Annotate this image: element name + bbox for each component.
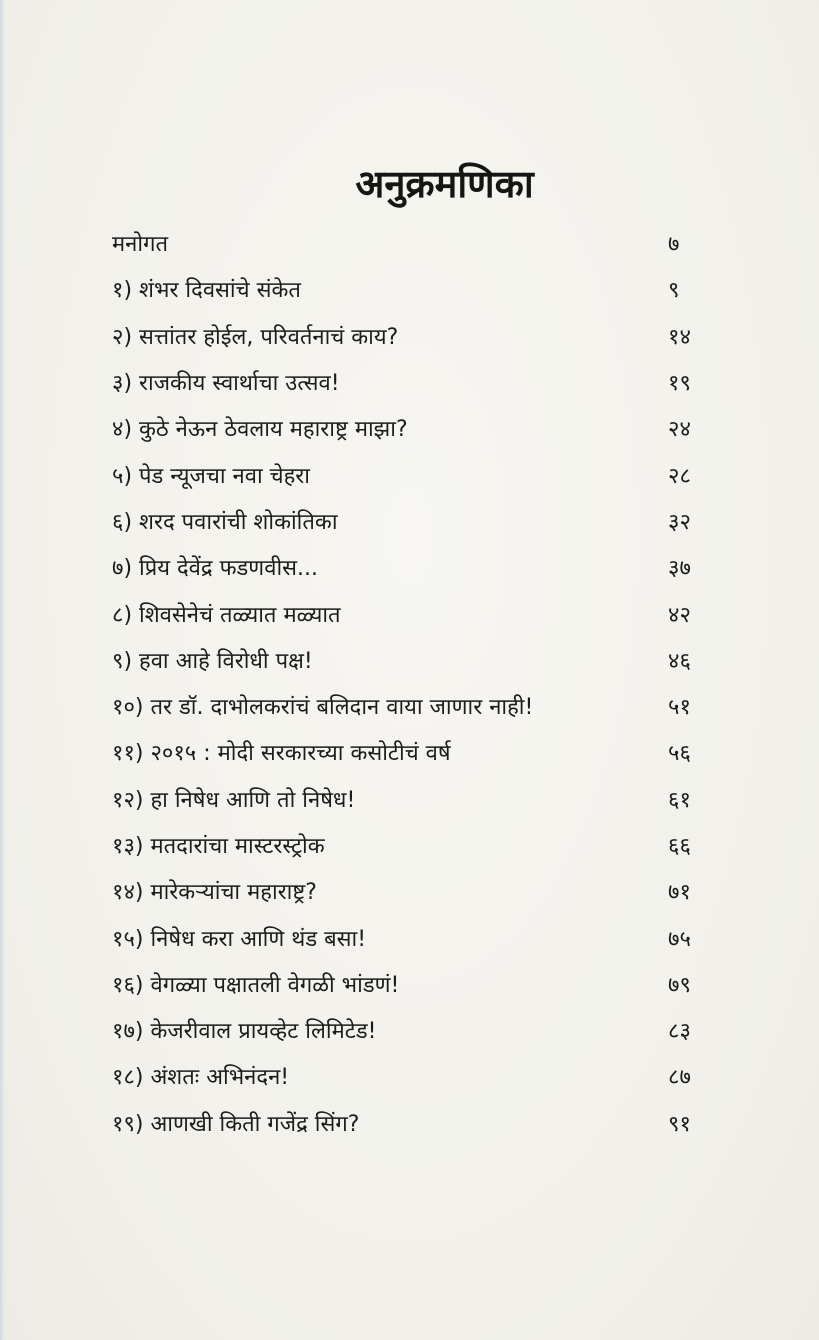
toc-entry-title: १३) मतदारांचा मास्टरस्ट्रोक [112,834,325,859]
toc-entry-title: ८) शिवसेनेचं तळ्यात मळ्यात [112,602,341,628]
toc-entry-page-number: ६१ [668,787,691,813]
table-of-contents [112,222,724,1148]
page-title: अनुक्रमणिका [355,162,534,207]
toc-entry [112,361,724,407]
toc-entry-page-number: ३२ [668,509,691,535]
toc-entry-page-number: ८७ [668,1065,691,1091]
toc-entry [112,1055,724,1101]
toc-entry [112,592,724,638]
toc-entry [112,731,724,777]
toc-entry-page-number: १४ [668,324,691,350]
toc-entry-title: १६) वेगळ्या पक्षातली वेगळी भांडणं! [112,972,400,998]
toc-entry [112,870,724,916]
toc-entry [112,916,724,962]
toc-entry [112,778,724,824]
toc-entry-title: २) सत्तांतर होईल, परिवर्तनाचं काय? [112,324,399,350]
toc-entry-title: १२) हा निषेध आणि तो निषेध! [112,787,356,813]
toc-entry-title: ३) राजकीय स्वार्थाचा उत्सव! [112,371,340,397]
toc-entry [112,407,724,453]
toc-entry-page-number: १९ [668,371,691,397]
toc-entry-title: ४) कुठे नेऊन ठेवलाय महाराष्ट्र माझा? [112,417,408,443]
toc-entry-title: मनोगत [112,232,168,258]
toc-entry-title: १९) आणखी किती गजेंद्र सिंग? [112,1111,360,1137]
toc-entry [112,500,724,546]
toc-entry-page-number: २४ [668,417,691,443]
toc-entry-page-number: ७५ [668,926,691,952]
toc-entry-title: १५) निषेध करा आणि थंड बसा! [112,926,367,952]
toc-entry [112,685,724,731]
toc-entry-title: १) शंभर दिवसांचे संकेत [112,278,301,304]
toc-entry-page-number: ६६ [668,834,691,859]
toc-entry-title: ७) प्रिय देवेंद्र फडणवीस... [112,556,318,582]
toc-entry [112,453,724,499]
toc-entry-page-number: ४६ [668,648,691,674]
toc-entry-page-number: ७९ [668,972,691,998]
toc-entry-page-number: ५६ [668,741,691,767]
toc-entry-title: ११) २०१५ : मोदी सरकारच्या कसोटीचं वर्ष [112,741,451,767]
toc-entry-page-number: ९१ [668,1111,691,1137]
toc-entry [112,1102,724,1148]
toc-entry [112,315,724,361]
toc-entry-title: १४) मारेकऱ्यांचा महाराष्ट्र? [112,880,317,906]
toc-entry-title: ९) हवा आहे विरोधी पक्ष! [112,648,313,674]
toc-entry-title: १०) तर डॉ. दाभोलकरांचं बलिदान वाया जाणार नाही! [112,695,534,721]
toc-entry [112,222,724,268]
toc-entry-title: ६) शरद पवारांची शोकांतिका [112,509,338,535]
toc-entry [112,824,724,870]
toc-entry [112,1009,724,1055]
toc-entry-page-number: २८ [668,463,691,489]
toc-entry [112,639,724,685]
toc-entry-title: १८) अंशतः अभिनंदन! [112,1065,290,1091]
toc-entry-page-number: ५१ [668,695,691,721]
toc-entry-title: ५) पेड न्यूजचा नवा चेहरा [112,463,310,489]
toc-entry-page-number: ७१ [668,880,691,906]
toc-entry-page-number: ७ [668,232,680,258]
toc-entry-title: १७) केजरीवाल प्रायव्हेट लिमिटेड! [112,1019,377,1045]
toc-entry-page-number: ८३ [668,1019,691,1045]
toc-entry-page-number: ४२ [668,602,691,628]
toc-entry-page-number: ९ [668,278,680,304]
toc-entry [112,268,724,314]
toc-entry [112,963,724,1009]
toc-entry-page-number: ३७ [668,556,691,582]
toc-entry [112,546,724,592]
